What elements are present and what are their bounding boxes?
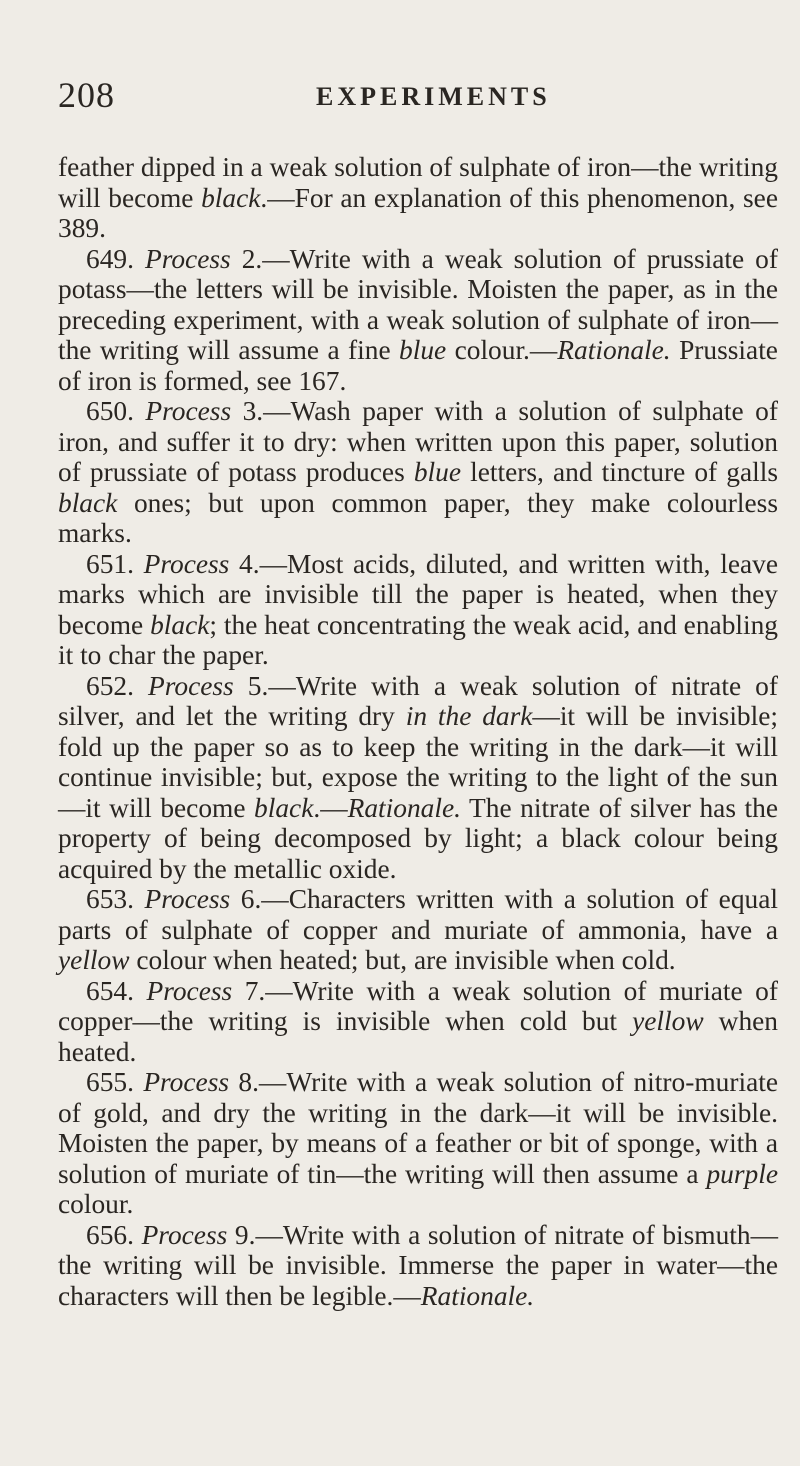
text-run: 652. <box>86 670 149 701</box>
text-run: 5.—Write with a weak solution of nitrate of silver, and let the writing dry <box>58 670 779 731</box>
text-run: 649. <box>86 243 145 274</box>
text-run: 656. <box>86 1219 142 1250</box>
italic-text: Process <box>144 884 231 914</box>
italic-text: yellow <box>632 1006 704 1036</box>
italic-text: Rationale. <box>420 1280 535 1311</box>
text-run: 650. <box>86 396 146 426</box>
italic-text: in the dark <box>405 701 533 731</box>
paragraph <box>58 884 778 976</box>
text-run: colour when heated; but, are invisible when cold. <box>129 945 676 975</box>
text-run: .—For an explanation of this phenomenon, see 389. <box>58 182 778 243</box>
text-run: 7.—Write with a weak solution of muriate of copper—the writing is invisible when cold but <box>58 975 778 1036</box>
paragraph <box>58 152 778 244</box>
text-run: letters, and tincture of galls <box>461 457 778 487</box>
italic-text: Process <box>141 1219 228 1250</box>
italic-text: Process <box>146 975 233 1006</box>
text-run: when heated. <box>58 1006 778 1067</box>
text-run: 6.—Characters written with a solution of equal parts of sulphate of copper and muriate of ammonia, have a <box>58 884 778 945</box>
text-run: 4.—Most acids, diluted, and written with, leave marks which are invisible till the paper is heated, when they become <box>58 548 779 640</box>
body-text <box>58 152 778 1311</box>
text-run: 9.—Write with a solution of nitrate of bismuth—the writing will be invisible. Immerse the paper in water—the characters will then be legible.— <box>58 1219 778 1311</box>
italic-text: black <box>201 182 261 213</box>
italic-text: black <box>150 609 210 640</box>
paragraph <box>58 244 778 397</box>
paragraph <box>58 1067 778 1220</box>
text-run: 3.—Wash paper with a solution of sulphate of iron, and suffer it to dry: when written upon this paper, solution of prussiate of potass produces <box>58 396 778 487</box>
italic-text: yellow <box>58 945 130 975</box>
italic-text: black <box>254 792 314 823</box>
italic-text: purple <box>706 1158 778 1189</box>
text-run: colour. <box>58 1189 134 1219</box>
text-run: ones; but upon common paper, they make colourless marks. <box>58 487 778 548</box>
text-run: 655. <box>86 1067 144 1097</box>
italic-text: black <box>58 487 118 518</box>
italic-text: Process <box>143 548 230 579</box>
text-run: feather dipped in a weak solution of sulphate of iron—the writing will become <box>58 152 778 213</box>
paragraph <box>58 549 778 671</box>
paragraph <box>58 1220 778 1312</box>
italic-text: Rationale. <box>347 792 461 823</box>
text-run: .— <box>313 792 348 823</box>
text-run: colour.— <box>446 335 558 365</box>
page-number: 208 <box>58 75 115 115</box>
text-run: 654. <box>86 975 147 1006</box>
paragraph <box>58 976 778 1068</box>
text-run: 2.—Write with a weak solution of prussiate of potass—the letters will be invisible. Moisten the paper, as in the preceding experiment, with a weak solution of sulphate of iron—the writing will assume a fine <box>58 243 778 365</box>
italic-text: Rationale. <box>557 335 671 365</box>
paragraph <box>58 671 778 885</box>
italic-text: Process <box>148 670 234 701</box>
italic-text: blue <box>413 457 461 487</box>
page-header <box>58 62 778 115</box>
text-run: 8.—Write with a weak solution of nitro-muriate of gold, and dry the writing in the dark—it will be invisible. Moisten the paper, by means of a feather or bit of sponge, with a solution of muriate of tin—the writing will then assume a <box>58 1067 779 1189</box>
text-run: The nitrate of silver has the property of being decomposed by light; a black colour being acquired by the metallic oxide. <box>58 792 778 884</box>
italic-text: Process <box>143 1067 230 1097</box>
italic-text: Process <box>144 243 231 274</box>
text-run: ; the heat concentrating the weak acid, and enabling it to char the paper. <box>58 609 778 670</box>
text-run: —it will be invisible; fold up the paper so as to keep the writing in the dark—it will continue invisible; but, expose the writing to the light of the sun—it will become <box>58 701 778 823</box>
italic-text: Process <box>145 396 232 426</box>
text-run: Prussiate of iron is formed, see 167. <box>58 335 778 396</box>
text-run: 651. <box>86 548 144 579</box>
italic-text: blue <box>399 335 447 365</box>
running-head: EXPERIMENTS <box>316 82 551 111</box>
text-run: 653. <box>86 884 145 914</box>
paragraph <box>58 396 778 549</box>
